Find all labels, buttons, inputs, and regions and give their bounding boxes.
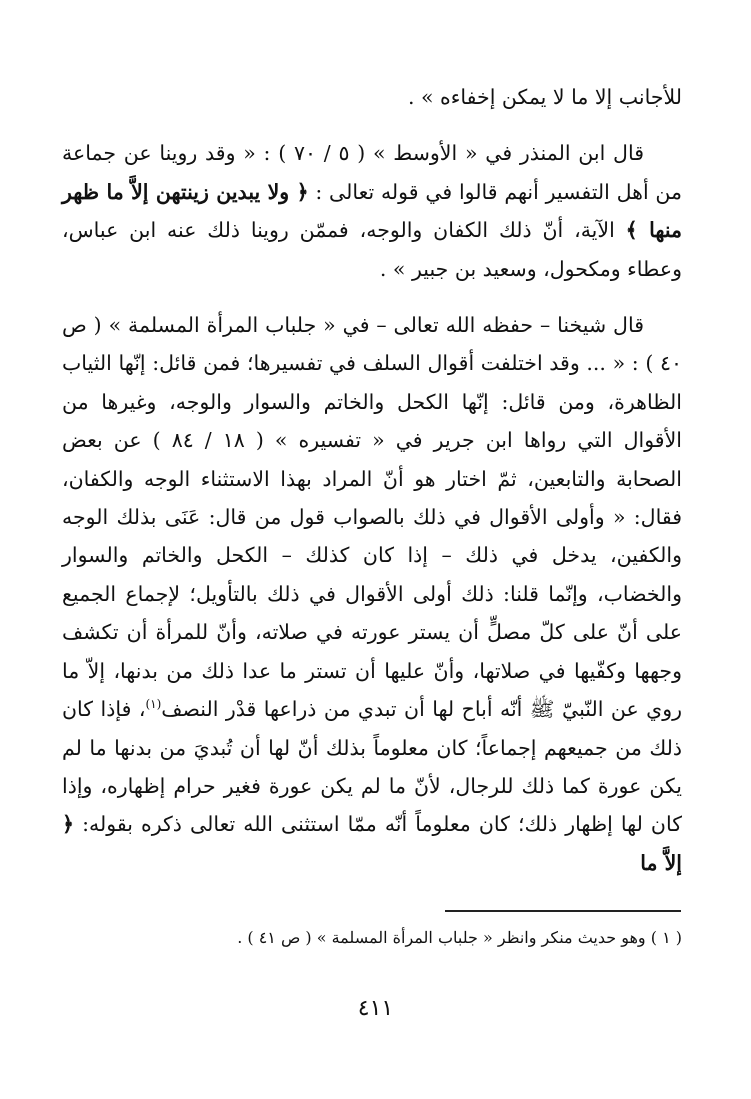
main-text xyxy=(62,78,682,882)
page-number: ٤١١ xyxy=(357,996,394,1021)
text-segment: قال ابن المنذر في « الأوسط » ( ٥ / ٧٠ ) : « وقد روينا عن جماعة من أهل التفسير أنهم قالوا في قوله تعالى : xyxy=(62,141,682,204)
text-segment: للأجانب إلا ما لا يمكن إخفاءه » . xyxy=(407,85,682,109)
paragraph-2 xyxy=(62,134,682,288)
text-segment: الآية، أنّ ذلك الكفان والوجه، فممّن روينا ذلك عنه ابن عباس، وعطاء ومكحول، وسعيد بن جبير » . xyxy=(62,218,682,281)
paragraph-3 xyxy=(62,306,682,882)
quran-quote: ﴿ ولا يبدين زينتهن إلاَّ ما ظهر منها ﴾ xyxy=(62,179,682,243)
footnote-marker: (١) xyxy=(145,697,162,712)
footnote: ( ١ ) وهو حديث منكر وانظر « جلباب المرأة المسلمة » ( ص ٤١ ) . xyxy=(237,928,682,947)
quran-quote: ﴿ إلاَّ ما xyxy=(62,812,682,875)
footnote-divider xyxy=(445,910,681,912)
paragraph-1 xyxy=(62,78,682,116)
text-segment: قال شيخنا – حفظه الله تعالى – في « جلباب المرأة المسلمة » ( ص ٤٠ ) : « ... وقد اختلفت أقوال السلف في تفسيرها؛ فمن قائل: إنّها الثياب الظاهرة، ومن قائل: إنّها الكحل والخاتم والسوار والوجه، وغيرها من الأقوال التي رواها ابن جرير في « تفسيره » ( ١٨ / ٨٤ ) عن بعض الصحابة والتابعين، ثمّ اختار هو أنّ المراد بهذا الاستثناء الوجه والكفان، فقال: « وأولى الأقوال في ذلك بالصواب قول من قال: عَنَى بذلك الوجه والكفين، يدخل في ذلك – إذا كان كذلك – الكحل والخاتم والسوار والخضاب، وإنّما قلنا: ذلك أولى الأقوال في ذلك بالتأويل؛ لإجماع الجميع على أنّ على كلّ مصلٍّ أن يستر عورته في صلاته، وأنّ للمرأة أن تكشف وجهها وكفّيها في صلاتها، وأنّ عليها أن تستر ما عدا ذلك من بدنها، إلاّ ما روي عن النّبيّ ﷺ أنّه أباح لها أن تبدي من ذراعها قدْر النصف xyxy=(62,313,682,722)
text-segment: ، فإذا كان ذلك من جميعهم إجماعاً؛ كان معلوماً بذلك أنّ لها أن تُبديَ من بدنها ما لم يكن عورة كما ذلك للرجال، لأنّ ما لم يكن عورة فغير حرام إظهاره، وإذا كان لها إظهار ذلك؛ كان معلوماً أنّه ممّا استثنى الله تعالى ذكره بقوله: xyxy=(62,697,682,837)
